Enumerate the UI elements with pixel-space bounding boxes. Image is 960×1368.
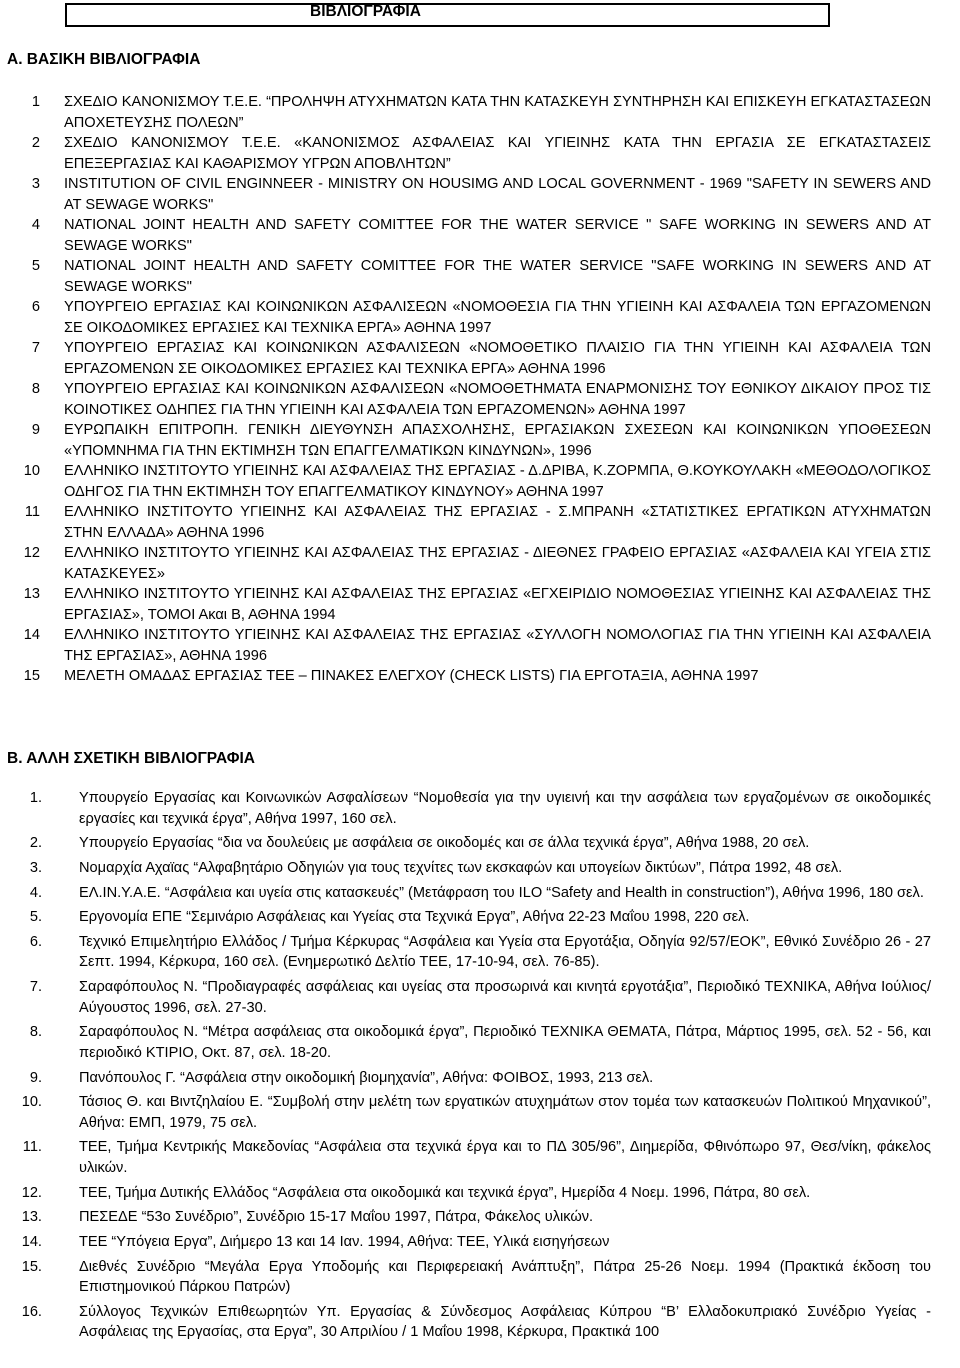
other-reference-item <box>0 1302 960 1343</box>
basic-reference-item <box>0 174 960 215</box>
basic-reference-item <box>0 502 960 543</box>
item-text: ΥΠΟΥΡΓΕΙΟ ΕΡΓΑΣΙΑΣ ΚΑΙ ΚΟΙΝΩΝΙΚΩΝ ΑΣΦΑΛΙΣΕΩΝ «ΝΟΜΟΘΕΤΙΚΟ ΠΛΑΙΣΙΟ ΓΙΑ ΤΗΝ ΥΓΙΕΙΝΗ ΚΑΙ ΑΣΦΑΛΕΙΑ ΤΩΝ ΕΡΓΑΖΟΜΕΝΩΝ ΣΕ ΟΙΚΟΔΟΜΙΚΕΣ ΕΡΓΑΣΙΕΣ ΚΑΙ ΤΕΧΝΙΚΑ ΕΡΓΑ» ΑΘΗΝΑ 1996 <box>64 340 931 377</box>
basic-reference-item <box>0 543 960 584</box>
basic-reference-item <box>0 297 960 338</box>
item-number: 15 <box>23 668 40 684</box>
item-text: Εργονομία ΕΠΕ “Σεμινάριο Ασφάλειας και Υγείας στα Τεχνικά Εργα”, Αθήνα 22-23 Μαΐου 1998, 220 σελ. <box>79 909 750 926</box>
item-text: Διεθνές Συνέδριο “Μεγάλα Εργα Υποδομής και Περιφερειακή Ανάπτυξη”, Πάτρα 25-26 Νοεμ. 1994 (Πρακτικά έκδοση του Επιστημονικού Πάρκου Πατρών) <box>79 1258 931 1296</box>
item-text: NATIONAL JOINT HEALTH AND SAFETY COMITTEE FOR THE WATER SERVICE " SAFE WORKING IN SEWERS AND AT SEWAGE WORKS" <box>64 217 931 254</box>
item-number: 12 <box>23 545 40 561</box>
item-text: NATIONAL JOINT HEALTH AND SAFETY COMITTEE FOR THE WATER SERVICE "SAFE WORKING IN SEWERS AND AT SEWAGE WORKS" <box>64 258 931 295</box>
item-text: Πανόπουλος Γ. “Ασφάλεια στην οικοδομική βιομηχανία”, Αθήνα: ΦΟΙΒΟΣ, 1993, 213 σελ. <box>79 1069 654 1086</box>
item-number: 9 <box>31 422 40 438</box>
item-text: Σαραφόπουλος Ν. “Προδιαγραφές ασφάλειας και υγείας στα προσωρινά και κινητά εργοτάξια”, Περιοδικό ΤΕΧΝΙΚΑ, Αθήνα Ιούλιος/Αύγουστος 1996, σελ. 27-30. <box>79 979 931 1016</box>
basic-reference-item <box>0 625 960 666</box>
item-number: 8. <box>29 1024 42 1041</box>
other-reference-item <box>0 833 960 854</box>
item-number: 6 <box>31 299 40 315</box>
item-number: 16. <box>21 1303 42 1320</box>
item-text: ΕΛ.ΙΝ.Υ.Α.Ε. “Ασφάλεια και υγεία στις κατασκευές” (Μετάφραση του ILO “Safety and Health in construction”), Αθήνα 1996, 180 σελ. <box>79 884 924 901</box>
item-text: Υπουργείο Εργασίας “δια να δουλεύεις με ασφάλεια σε οικοδομές και σε άλλα τεχνικά έργα”, Αθήνα 1988, 20 σελ. <box>79 835 810 852</box>
item-text: ΕΛΛΗΝΙΚΟ ΙΝΣΤΙΤΟΥΤΟ ΥΓΙΕΙΝΗΣ ΚΑΙ ΑΣΦΑΛΕΙΑΣ ΤΗΣ ΕΡΓΑΣΙΑΣ «ΣΥΛΛΟΓΗ ΝΟΜΟΛΟΓΙΑΣ ΓΙΑ ΤΗΝ ΥΓΙΕΙΝΗ ΚΑΙ ΑΣΦΑΛΕΙΑ ΤΗΣ ΕΡΓΑΣΙΑΣ», ΑΘΗΝΑ 1996 <box>64 627 931 664</box>
item-text: Τεχνικό Επιμελητήριο Ελλάδος / Τμήμα Κέρκυρας “Ασφάλεια και Υγεία στα Εργοτάξια, Οδηγία 92/57/ΕΟΚ”, Εθνικό Συνέδριο 26 - 27 Σεπτ. 1994, Κέρκυρα, 160 σελ. (Ενημερωτικό Δελτίο ΤΕΕ, 17-10-94, σελ. 76-85). <box>79 933 931 971</box>
basic-reference-item <box>0 420 960 461</box>
item-text: ΤΕΕ, Τμήμα Δυτικής Ελλάδος “Ασφάλεια στα οικοδομικά και τεχνικά έργα”, Ημερίδα 4 Νοεμ. 1996, Πάτρα, 80 σελ. <box>79 1184 811 1201</box>
item-number: 7. <box>29 979 42 996</box>
basic-reference-item <box>0 215 960 256</box>
other-reference-item <box>0 1232 960 1253</box>
section-a-heading: Α. ΒΑΣΙΚΗ ΒΙΒΛΙΟΓΡΑΦΙΑ <box>7 51 201 68</box>
basic-reference-item <box>0 666 960 687</box>
basic-reference-item <box>0 584 960 625</box>
item-text: ΣΧΕΔΙΟ ΚΑΝΟΝΙΣΜΟΥ Τ.Ε.Ε. «ΚΑΝΟΝΙΣΜΟΣ ΑΣΦΑΛΕΙΑΣ ΚΑΙ ΥΓΙΕΙΝΗΣ ΚΑΤΑ ΤΗΝ ΕΡΓΑΣΙΑ ΣΕ ΕΓΚΑΤΑΣΤΑΣΕΙΣ ΕΠΕΞΕΡΓΑΣΙΑΣ ΚΑΙ ΚΑΘΑΡΙΣΜΟΥ ΥΓΡΩΝ ΑΠΟΒΛΗΤΩΝ” <box>64 135 931 172</box>
basic-reference-item <box>0 461 960 502</box>
item-number: 4 <box>31 217 40 233</box>
item-number: 3 <box>31 176 40 192</box>
item-text: ΤΕΕ “Υπόγεια Εργα”, Διήμερο 13 και 14 Ιαν. 1994, Αθήνα: ΤΕΕ, Υλικά εισηγήσεων <box>79 1233 610 1250</box>
item-number: 10 <box>23 463 40 479</box>
title-box <box>65 3 830 27</box>
item-text: ΕΛΛΗΝΙΚΟ ΙΝΣΤΙΤΟΥΤΟ ΥΓΙΕΙΝΗΣ ΚΑΙ ΑΣΦΑΛΕΙΑΣ ΤΗΣ ΕΡΓΑΣΙΑΣ - Δ.ΔΡΙΒΑ, Κ.ΖΟΡΜΠΑ, Θ.ΚΟΥΚΟΥΛΑΚΗ «ΜΕΘΟΔΟΛΟΓΙΚΟΣ ΟΔΗΓΟΣ ΓΙΑ ΤΗΝ ΕΚΤΙΜΗΣΗ ΤΟΥ ΕΠΑΓΓΕΛΜΑΤΙΚΟΥ ΚΙΝΔΥΝΟΥ» ΑΘΗΝΑ 1997 <box>64 463 931 500</box>
item-number: 9. <box>29 1069 42 1086</box>
item-text: Σαραφόπουλος Ν. “Μέτρα ασφάλειας στα οικοδομικά έργα”, Περιοδικό ΤΕΧΝΙΚΑ ΘΕΜΑΤΑ, Πάτρα, Μάρτιος 1995, σελ. 52 - 56, και περιοδικό ΚΤΙΡΙΟ, Οκτ. 87, σελ. 18-20. <box>79 1024 931 1061</box>
item-number: 5. <box>29 909 42 926</box>
other-reference-item <box>0 1137 960 1178</box>
item-number: 2. <box>29 835 42 852</box>
item-text: Νομαρχία Αχαϊας “Αλφαβητάριο Οδηγιών για τους τεχνίτες των εκσκαφών και υπογείων δικτύων”, Πάτρα 1992, 48 σελ. <box>79 859 843 876</box>
item-text: Τάσιος Θ. και Βιντζηλαίου Ε. “Συμβολή στην μελέτη των εργατικών ατυχημάτων στον τομέα των κατασκευών Πολιτικού Μηχανικού”, Αθήνα: ΕΜΠ, 1979, 75 σελ. <box>79 1094 931 1131</box>
item-number: 8 <box>31 381 40 397</box>
item-number: 11. <box>22 1139 42 1156</box>
item-text: INSTITUTION OF CIVIL ENGINNEER - MINISTRY ON HOUSIMG AND LOCAL GOVERNMENT - 1969 "SAFETY IN SEWERS AND AT SEWAGE WORKS" <box>64 176 931 213</box>
item-text: Σύλλογος Τεχνικών Επιθεωρητών Υπ. Εργασίας & Σύνδεσμος Ασφάλειας Κύπρου “Β’ Ελλαδοκυπριακό Συνέδριο Υγείας - Ασφάλειας της Εργασίας, στα Εργα”, 30 Απριλίου / 1 Μαΐου 1998, Κέρκυρα, Πρακτικά 100 <box>79 1303 931 1341</box>
item-text: ΕΛΛΗΝΙΚΟ ΙΝΣΤΙΤΟΥΤΟ ΥΓΙΕΙΝΗΣ ΚΑΙ ΑΣΦΑΛΕΙΑΣ ΤΗΣ ΕΡΓΑΣΙΑΣ - ΔΙΕΘΝΕΣ ΓΡΑΦΕΙΟ ΕΡΓΑΣΙΑΣ «ΑΣΦΑΛΕΙΑ ΚΑΙ ΥΓΕΙΑ ΣΤΙΣ ΚΑΤΑΣΚΕΥΕΣ» <box>64 545 931 582</box>
item-text: ΥΠΟΥΡΓΕΙΟ ΕΡΓΑΣΙΑΣ ΚΑΙ ΚΟΙΝΩΝΙΚΩΝ ΑΣΦΑΛΙΣΕΩΝ «ΝΟΜΟΘΕΣΙΑ ΓΙΑ ΤΗΝ ΥΓΙΕΙΝΗ ΚΑΙ ΑΣΦΑΛΕΙΑ ΤΩΝ ΕΡΓΑΖΟΜΕΝΩΝ ΣΕ ΟΙΚΟΔΟΜΙΚΕΣ ΕΡΓΑΣΙΕΣ ΚΑΙ ΤΕΧΝΙΚΑ ΕΡΓΑ» ΑΘΗΝΑ 1997 <box>64 299 931 336</box>
item-text: ΜΕΛΕΤΗ ΟΜΑΔΑΣ ΕΡΓΑΣΙΑΣ ΤΕΕ – ΠΙΝΑΚΕΣ ΕΛΕΓΧΟΥ (CHECK LISTS) ΓΙΑ ΕΡΓΟΤΑΞΙΑ, ΑΘΗΝΑ 1997 <box>64 668 759 684</box>
other-reference-item <box>0 977 960 1018</box>
other-reference-item <box>0 858 960 879</box>
other-reference-item <box>0 1207 960 1228</box>
item-number: 4. <box>29 884 42 901</box>
other-reference-item <box>0 907 960 928</box>
other-reference-item <box>0 788 960 829</box>
document-title: ΒΙΒΛΙΟΓΡΑΦΙΑ <box>310 3 421 20</box>
item-number: 1. <box>29 790 42 806</box>
basic-bibliography-list <box>0 92 960 687</box>
item-text: ΣΧΕΔΙΟ ΚΑΝΟΝΙΣΜΟΥ Τ.Ε.Ε. “ΠΡΟΛΗΨΗ ΑΤΥΧΗΜΑΤΩΝ ΚΑΤΑ ΤΗΝ ΚΑΤΑΣΚΕΥΗ ΣΥΝΤΗΡΗΣΗ ΚΑΙ ΕΠΙΣΚΕΥΗ ΕΓΚΑΤΑΣΤΑΣΕΩΝ ΑΠΟΧΕΤΕΥΣΗΣ ΠΟΛΕΩΝ” <box>64 94 931 131</box>
item-number: 2 <box>31 135 40 151</box>
other-reference-item <box>0 1022 960 1063</box>
item-number: 14. <box>21 1233 42 1250</box>
item-number: 6. <box>29 933 42 950</box>
item-number: 15. <box>21 1258 42 1275</box>
other-reference-item <box>0 1183 960 1204</box>
item-number: 12. <box>21 1184 42 1201</box>
item-text: ΤΕΕ, Τμήμα Κεντρικής Μακεδονίας “Ασφάλεια στα τεχνικά έργα και το ΠΔ 305/96”, Διημερίδα, Φθινόπωρο 97, Θεσ/νίκη, φάκελος υλικών. <box>79 1139 931 1176</box>
basic-reference-item <box>0 338 960 379</box>
item-number: 13 <box>23 586 40 602</box>
basic-reference-item <box>0 92 960 133</box>
item-text: Υπουργείο Εργασίας και Κοινωνικών Ασφαλίσεων “Νομοθεσία για την υγιεινή και την ασφάλεια των εργαζομένων σε οικοδομικές εργασίες και τεχνικά έργα”, Αθήνα 1997, 160 σελ. <box>79 790 931 827</box>
section-b-heading: Β. ΑΛΛΗ ΣΧΕΤΙΚΗ ΒΙΒΛΙΟΓΡΑΦΙΑ <box>7 750 255 767</box>
item-text: ΥΠΟΥΡΓΕΙΟ ΕΡΓΑΣΙΑΣ ΚΑΙ ΚΟΙΝΩΝΙΚΩΝ ΑΣΦΑΛΙΣΕΩΝ «ΝΟΜΟΘΕΤΗΜΑΤΑ ΕΝΑΡΜΟΝΙΣΗΣ ΤΟΥ ΕΘΝΙΚΟΥ ΔΙΚΑΙΟΥ ΠΡΟΣ ΤΙΣ ΚΟΙΝΟΤΙΚΕΣ ΟΔΗΠΕΣ ΓΙΑ ΤΗΝ ΥΓΙΕΙΝΗ ΚΑΙ ΑΣΦΑΛΕΙΑ ΤΩΝ ΕΡΓΑΖΟΜΕΝΩΝ» ΑΘΗΝΑ 1997 <box>64 381 931 418</box>
item-number: 14 <box>23 627 40 643</box>
other-reference-item <box>0 1257 960 1298</box>
item-text: ΕΥΡΩΠΑΙΚΗ ΕΠΙΤΡΟΠΗ. ΓΕΝΙΚΗ ΔΙΕΥΘΥΝΣΗ ΑΠΑΣΧΟΛΗΣΗΣ, ΕΡΓΑΣΙΑΚΩΝ ΣΧΕΣΕΩΝ ΚΑΙ ΚΟΙΝΩΝΙΚΩΝ ΥΠΟΘΕΣΕΩΝ «ΥΠΟΜΝΗΜΑ ΓΙΑ ΤΗΝ ΕΚΤΙΜΗΣΗ ΤΩΝ ΕΠΑΓΓΕΛΜΑΤΙΚΩΝ ΚΙΝΔΥΝΩΝ», 1996 <box>64 422 931 459</box>
item-text: ΠΕΣΕΔΕ “53ο Συνέδριο”, Συνέδριο 15-17 Μαΐου 1997, Πάτρα, Φάκελος υλικών. <box>79 1209 594 1226</box>
basic-reference-item <box>0 133 960 174</box>
item-number: 1 <box>31 94 40 110</box>
other-reference-item <box>0 1068 960 1089</box>
other-reference-item <box>0 932 960 973</box>
item-text: ΕΛΛΗΝΙΚΟ ΙΝΣΤΙΤΟΥΤΟ ΥΓΙΕΙΝΗΣ ΚΑΙ ΑΣΦΑΛΕΙΑΣ ΤΗΣ ΕΡΓΑΣΙΑΣ - Σ.ΜΠΡΑΝΗ «ΣΤΑΤΙΣΤΙΚΕΣ ΕΡΓΑΤΙΚΩΝ ΑΤΥΧΗΜΑΤΩΝ ΣΤΗΝ ΕΛΛΑΔΑ» ΑΘΗΝΑ 1996 <box>64 504 931 541</box>
item-text: ΕΛΛΗΝΙΚΟ ΙΝΣΤΙΤΟΥΤΟ ΥΓΙΕΙΝΗΣ ΚΑΙ ΑΣΦΑΛΕΙΑΣ ΤΗΣ ΕΡΓΑΣΙΑΣ «ΕΓΧΕΙΡΙΔΙΟ ΝΟΜΟΘΕΣΙΑΣ ΥΓΙΕΙΝΗΣ ΚΑΙ ΑΣΦΑΛΕΙΑΣ ΤΗΣ ΕΡΓΑΣΙΑΣ», ΤΟΜΟΙ Ακαι Β, ΑΘΗΝΑ 1994 <box>64 586 931 623</box>
basic-reference-item <box>0 379 960 420</box>
item-number: 7 <box>31 340 40 356</box>
item-number: 11 <box>24 504 40 520</box>
item-number: 10. <box>21 1094 42 1111</box>
other-bibliography-list <box>0 788 960 1347</box>
other-reference-item <box>0 1092 960 1133</box>
item-number: 3. <box>29 859 42 876</box>
item-number: 5 <box>31 258 40 274</box>
item-number: 13. <box>21 1209 42 1226</box>
basic-reference-item <box>0 256 960 297</box>
other-reference-item <box>0 883 960 904</box>
